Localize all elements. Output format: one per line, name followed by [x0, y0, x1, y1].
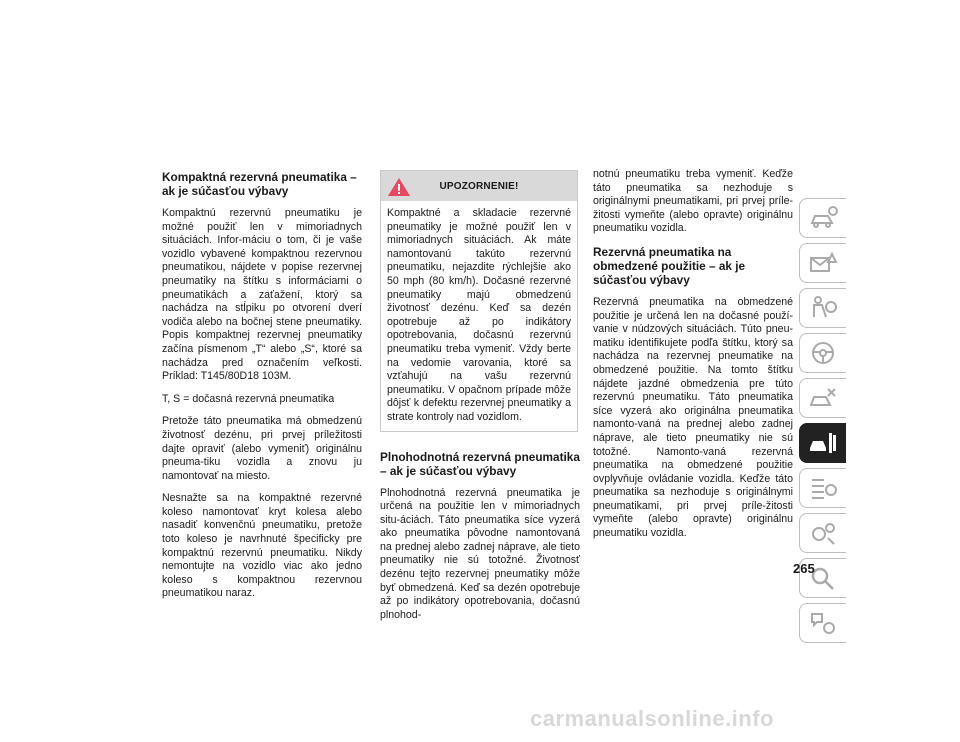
column-middle — [380, 170, 580, 631]
section-heading-full-size-spare: Plnohodnotná rezervná pneumatika – ak je súčasťou výbavy — [380, 449, 580, 478]
section-heading-limited-use-spare: Rezervná pneumatika na obmedzené použitie – ak je súčasťou výbavy — [593, 244, 746, 287]
tab-languages[interactable] — [799, 603, 846, 643]
tab-gears-specs[interactable] — [799, 513, 846, 553]
paragraph: T, S = dočasná rezervná pneumatika — [162, 392, 335, 405]
car-crash-icon — [808, 385, 838, 411]
column-left — [162, 170, 362, 610]
tab-seatbelt-airbag[interactable] — [799, 288, 846, 328]
warning-title: UPOZORNENIE! — [439, 181, 519, 192]
chapter-tabs — [799, 198, 849, 648]
tab-mail-alert[interactable] — [799, 243, 846, 283]
car-info-icon — [808, 205, 838, 231]
gears-specs-icon — [808, 520, 838, 546]
maintenance-list-icon — [808, 475, 838, 501]
column-right — [593, 168, 793, 550]
warning-box — [380, 170, 578, 432]
tab-car-service-tools[interactable] — [799, 423, 846, 463]
warning-text: Kompaktné a skladacie rezervné pneumatiky je možné použiť len v mimoriadnych situáciách. Ak máte namontovanú takúto rezervnú pneumatiku, nejazdite rýchlejšie ako 50 mph (80 km/h). Dočasné rezervné pneumatiky majú obmedzenú životnosť dezénu. Keď sa dezén opotrebuje až po indikátory opotrebovania, dočasnú rezervnú pneumatiku treba vymeniť. Vždy berte na vedomie varovania, ktoré sa vzťahujú na vašu rezervnú pneumatiku. V opačnom prípade môže dôjsť k defektu rezervnej pneumatiky a strate kontroly nad vozidlom. — [387, 207, 571, 423]
paragraph: Kompaktnú rezervnú pneumatiku je možné použiť len v mimoriadnych situáciách. Infor-máciu o tom, či je vaše vozidlo vybavené kompaktnou rezervnou pneumatikou, nájdete v popise rezervnej pneumatiky na štítku s informáciami o pneumatikách a zaťažení, ktorý sa nachádza na stĺpiku po otvorení dverí vodiča alebo na bočnej stene pneumatiky. Popis kompaktnej rezervnej pneumatiky začína písmenom „T“ alebo „S“, ktoré sa nachádza pred označením veľkosti. Príklad: T145/80D18 103M. — [162, 207, 362, 383]
mail-alert-icon — [808, 250, 838, 276]
tab-car-info[interactable] — [799, 198, 846, 238]
page-number: 265 — [793, 561, 815, 576]
warning-header — [381, 171, 577, 201]
tab-maintenance-list[interactable] — [799, 468, 846, 508]
tab-steering-wheel[interactable] — [799, 333, 846, 373]
paragraph: Plnohodnotná rezervná pneumatika je určená na použitie len v mimoriadnych situ-áciách. Táto pneumatika síce vyzerá ako pneumatika pôvodne namontovaná na prednej alebo zadnej náprave, ale tieto pneumatiky nie sú totožné. Životnosť dezénu tejto rezervnej pneumatiky môže byť obmedzená. Keď sa dezén opotrebuje až po indikátory opotrebovania, dočasnú plnohod- — [380, 486, 580, 621]
paragraph: Pretože táto pneumatika má obmedzenú životnosť dezénu, pri prvej príležitosti dajte opraviť (alebo vymeniť) originálnu pneuma-tiku vozidla a znovu ju namontovať na miesto. — [162, 415, 362, 482]
section-heading-compact-spare: Kompaktná rezervná pneumatika – ak je súčasťou výbavy — [162, 170, 357, 198]
car-service-tools-icon — [808, 430, 838, 456]
seatbelt-airbag-icon — [808, 295, 838, 321]
paragraph: Rezervná pneumatika na obmedzené použitie je určená len na dočasné použí-vanie v núdzových situáciách. Túto pneu-matiku identifikujete podľa štítku, ktorý sa nachádza na rezervnej pneumatike na obmedzené použitie. Na tomto štítku nájdete jazdné obmedzenia pre túto rezervnú pneumatiku. Táto pneumatika síce vyzerá ako originálna pneumatika namonto-vaná na prednej alebo zadnej náprave, ale tieto pneumatiky nie sú totožné. Namonto-vaná rezervná pneumatika na obmedzené použitie ovplyvňuje ovládanie vozidla. Keďže táto pneumatika sa nezhoduje s originálnymi pneumatikami, pri prvej príle-žitosti vymeňte (alebo opravte) originálnu pneumatiku vozidla. — [593, 295, 793, 540]
languages-icon — [808, 610, 838, 636]
paragraph: notnú pneumatiku treba vymeniť. Keďže táto pneumatika sa nezhoduje s originálnymi pneumatikami, pri prvej príle-žitosti vymeňte (alebo opravte) originálnu pneumatiku vozidla. — [593, 168, 793, 235]
steering-wheel-icon — [808, 340, 838, 366]
tab-car-crash[interactable] — [799, 378, 846, 418]
watermark: carmanualsonline.info — [530, 706, 774, 731]
paragraph: Nesnažte sa na kompaktné rezervné koleso namontovať kryt kolesa alebo nasadiť konvenčnú pneumatiku, pretože toto koleso je navrhnuté špecificky pre kompaktnú rezervnú pneumatiku. Nikdy nemontujte na vozidlo viac ako jedno koleso s kompaktnou rezervnou pneumatikou naraz. — [162, 492, 362, 600]
